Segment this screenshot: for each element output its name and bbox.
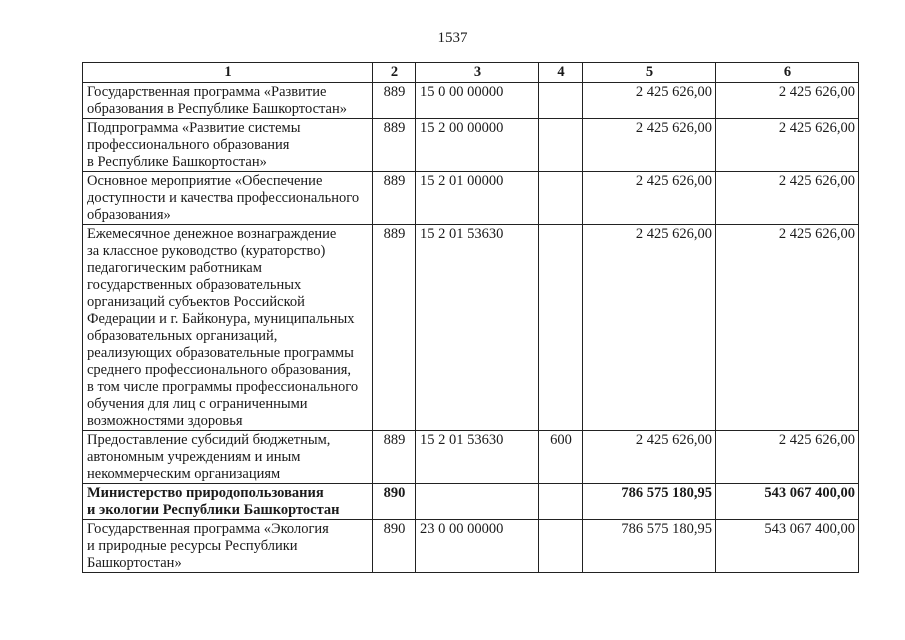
row-target-code: 15 2 01 53630 [416, 431, 539, 484]
row-amount-2: 2 425 626,00 [716, 172, 859, 225]
column-header-1: 1 [83, 63, 373, 83]
table-row [83, 431, 859, 484]
row-target-code: 23 0 00 00000 [416, 520, 539, 573]
row-amount-2: 2 425 626,00 [716, 225, 859, 431]
header-row [83, 63, 859, 83]
table-row-ministry [83, 484, 859, 520]
row-amount-1: 2 425 626,00 [583, 431, 716, 484]
table-row [83, 172, 859, 225]
row-target-code: 15 2 01 53630 [416, 225, 539, 431]
row-department-code: 890 [373, 520, 416, 573]
row-amount-1: 786 575 180,95 [583, 484, 716, 520]
column-header-3: 3 [416, 63, 539, 83]
row-amount-2: 2 425 626,00 [716, 119, 859, 172]
row-name: Государственная программа «Экология и природные ресурсы Республики Башкортостан» [87, 521, 329, 571]
row-target-code [416, 484, 539, 520]
row-amount-2: 2 425 626,00 [716, 83, 859, 119]
row-department-code: 889 [373, 172, 416, 225]
row-amount-2: 543 067 400,00 [716, 484, 859, 520]
row-amount-1: 2 425 626,00 [583, 225, 716, 431]
row-department-code: 889 [373, 83, 416, 119]
row-name: Предоставление субсидий бюджетным, автономным учреждениям и иным некоммерческим организациям [87, 432, 331, 482]
row-target-code: 15 0 00 00000 [416, 83, 539, 119]
row-name: Государственная программа «Развитие образования в Республике Башкортостан» [87, 84, 347, 117]
table-row [83, 119, 859, 172]
table-row [83, 520, 859, 573]
row-expense-type [539, 520, 583, 573]
page-number: 1537 [437, 30, 468, 46]
column-header-6: 6 [716, 63, 859, 83]
row-amount-2: 543 067 400,00 [716, 520, 859, 573]
row-expense-type [539, 225, 583, 431]
table-row [83, 225, 859, 431]
row-target-code: 15 2 00 00000 [416, 119, 539, 172]
budget-table [82, 62, 859, 573]
row-name: Ежемесячное денежное вознаграждение за классное руководство (кураторство) педагогическим работникам государственных образовательных организаций субъектов Российской Федерации и г. Байконура, муниципальных образовательных организаций, реализующих образовательные программы среднего профессионального образования, в том числе программы профессионального обучения для лиц с ограниченными возможностями здоровья [87, 226, 359, 429]
row-amount-1: 2 425 626,00 [583, 119, 716, 172]
row-department-code: 890 [373, 484, 416, 520]
table-row [83, 83, 859, 119]
row-name: Министерство природопользования и экологии Республики Башкортостан [87, 485, 340, 518]
row-target-code: 15 2 01 00000 [416, 172, 539, 225]
row-expense-type [539, 83, 583, 119]
row-name: Основное мероприятие «Обеспечение доступности и качества профессионального образования» [87, 173, 360, 223]
row-expense-type: 600 [539, 431, 583, 484]
column-header-4: 4 [539, 63, 583, 83]
row-amount-2: 2 425 626,00 [716, 431, 859, 484]
row-amount-1: 786 575 180,95 [583, 520, 716, 573]
row-department-code: 889 [373, 431, 416, 484]
row-department-code: 889 [373, 119, 416, 172]
column-header-5: 5 [583, 63, 716, 83]
row-name: Подпрограмма «Развитие системы профессионального образования в Республике Башкортостан» [87, 120, 301, 170]
row-amount-1: 2 425 626,00 [583, 83, 716, 119]
row-expense-type [539, 119, 583, 172]
row-department-code: 889 [373, 225, 416, 431]
column-header-2: 2 [373, 63, 416, 83]
row-expense-type [539, 172, 583, 225]
row-amount-1: 2 425 626,00 [583, 172, 716, 225]
row-expense-type [539, 484, 583, 520]
